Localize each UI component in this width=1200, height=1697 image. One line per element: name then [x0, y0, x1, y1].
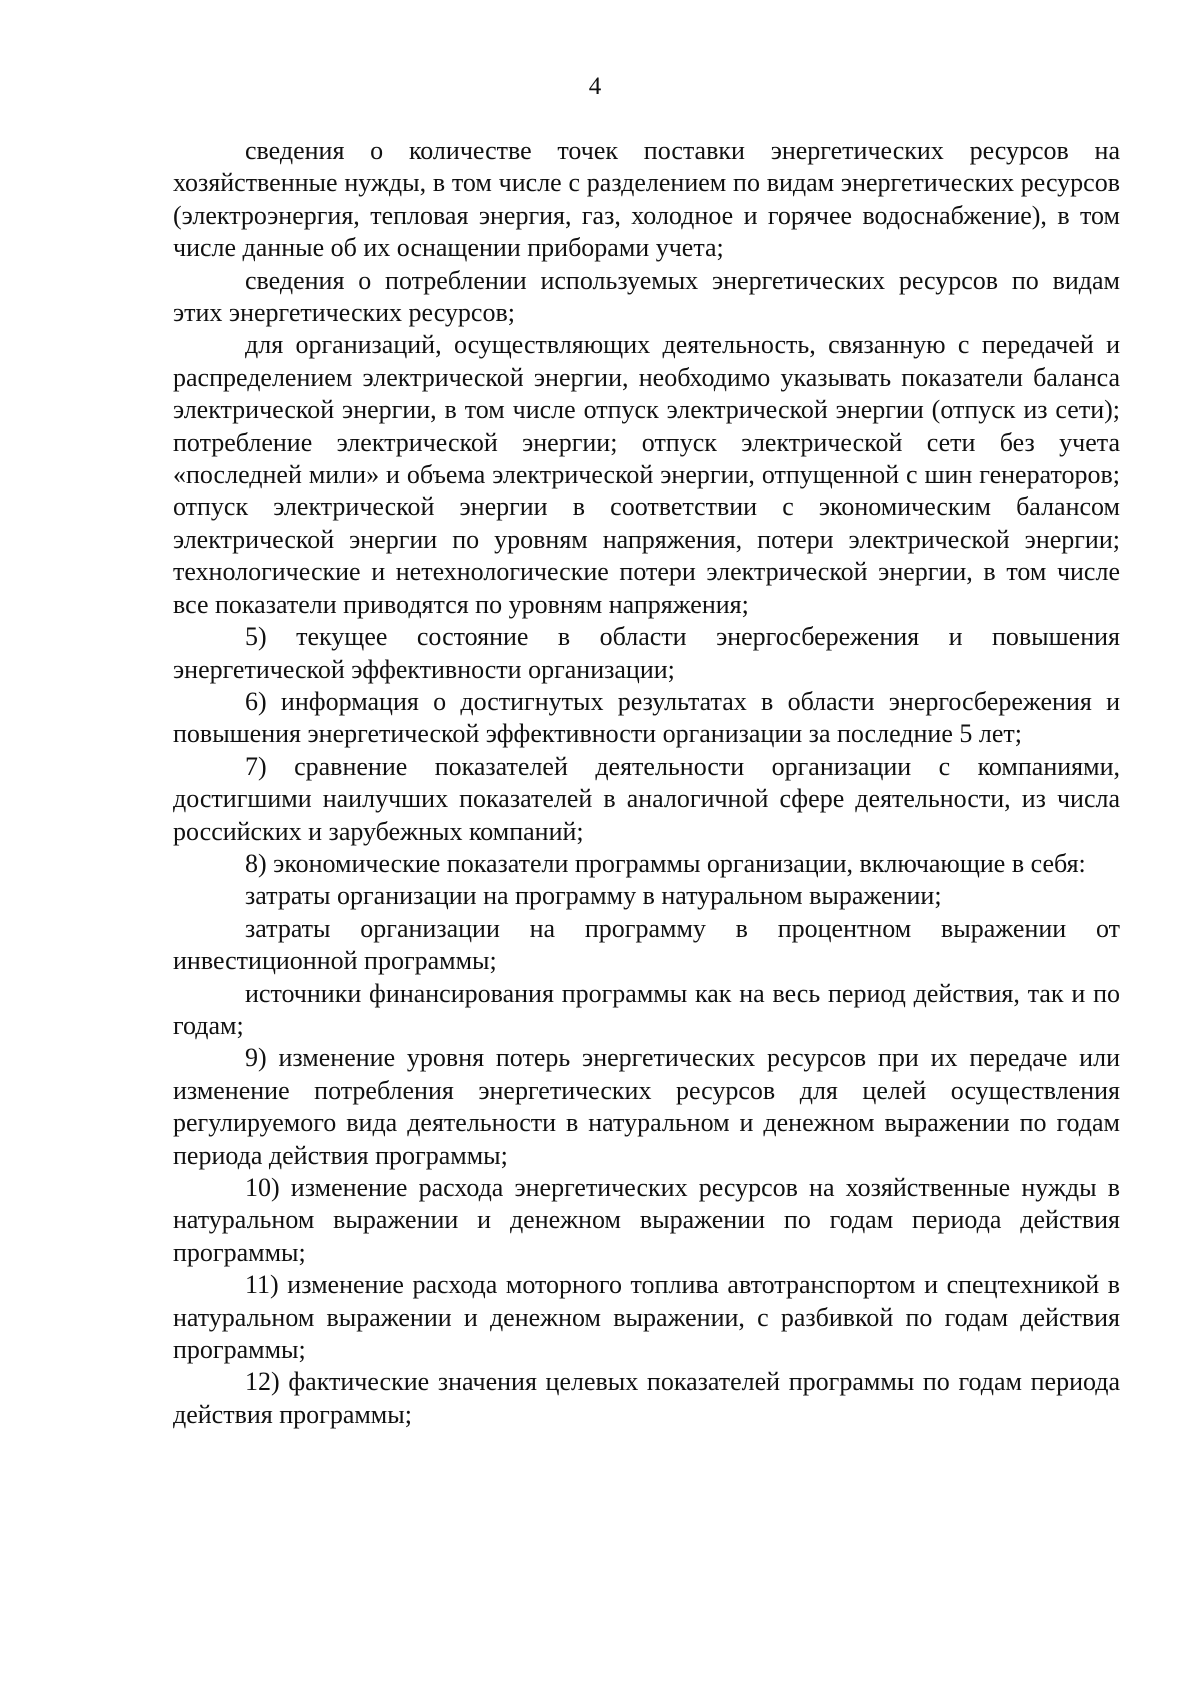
paragraph-item-7: 7) сравнение показателей деятельности организации с компаниями, достигшими наилучших показателей в аналогичной сфере деятельности, из числа российских и зарубежных компаний; [173, 751, 1120, 846]
paragraph-costs-natural: затраты организации на программу в натуральном выражении; [245, 881, 942, 911]
paragraph-item-11: 11) изменение расхода моторного топлива автотранспортом и спецтехникой в натуральном выражении и денежном выражении, с разбивкой по годам действия программы; [173, 1270, 1120, 1365]
paragraph-item-6: 6) информация о достигнутых результатах в области энергосбережения и повышения энергетической эффективности организации за последние 5 лет; [173, 686, 1120, 749]
page-number: 4 [588, 73, 602, 100]
paragraph-item-5: 5) текущее состояние в области энергосбережения и повышения энергетической эффективности организации; [173, 622, 1120, 684]
paragraph-item-10: 10) изменение расхода энергетических ресурсов на хозяйственные нужды в натуральном выражении и денежном выражении по годам периода действия программы; [173, 1173, 1120, 1267]
document-body [173, 135, 1120, 1431]
paragraph-item-12: 12) фактические значения целевых показателей программы по годам периода действия программы; [173, 1367, 1120, 1429]
paragraph-costs-percent: затраты организации на программу в процентном выражении от инвестиционной программы; [173, 913, 1120, 976]
paragraph-energy-supply-points: сведения о количестве точек поставки энергетических ресурсов на хозяйственные нужды, в том числе с разделением по видам энергетических ресурсов (электроэнергия, тепловая энергия, газ, холодное и горячее водоснабжение), в том числе данные об их оснащении приборами учета; [173, 136, 1120, 263]
paragraph-energy-consumption: сведения о потреблении используемых энергетических ресурсов по видам этих энергетических ресурсов; [173, 265, 1120, 328]
paragraph-item-8: 8) экономические показатели программы организации, включающие в себя: [245, 848, 1086, 878]
paragraph-item-9: 9) изменение уровня потерь энергетических ресурсов при их передаче или изменение потребления энергетических ресурсов для целей осуществления регулируемого вида деятельности в натуральном и денежном выражении по годам периода действия программы; [173, 1043, 1120, 1170]
paragraph-funding-sources: источники финансирования программы как на весь период действия, так и по годам; [173, 978, 1120, 1040]
paragraph-electric-grid-organizations: для организаций, осуществляющих деятельность, связанную с передачей и распределением электрической энергии, необходимо указывать показатели баланса электрической энергии, в том числе отпуск электрической энергии (отпуск из сети); потребление электрической энергии; отпуск электрической сети без учета «последней мили» и объема электрической энергии, отпущенной с шин генераторов; отпуск электрической энергии в соответствии с экономическим балансом электрической энергии по уровням напряжения, потери электрической энергии; технологические и нетехнологические потери электрической энергии, в том числе все показатели приводятся по уровням напряжения; [173, 330, 1120, 619]
